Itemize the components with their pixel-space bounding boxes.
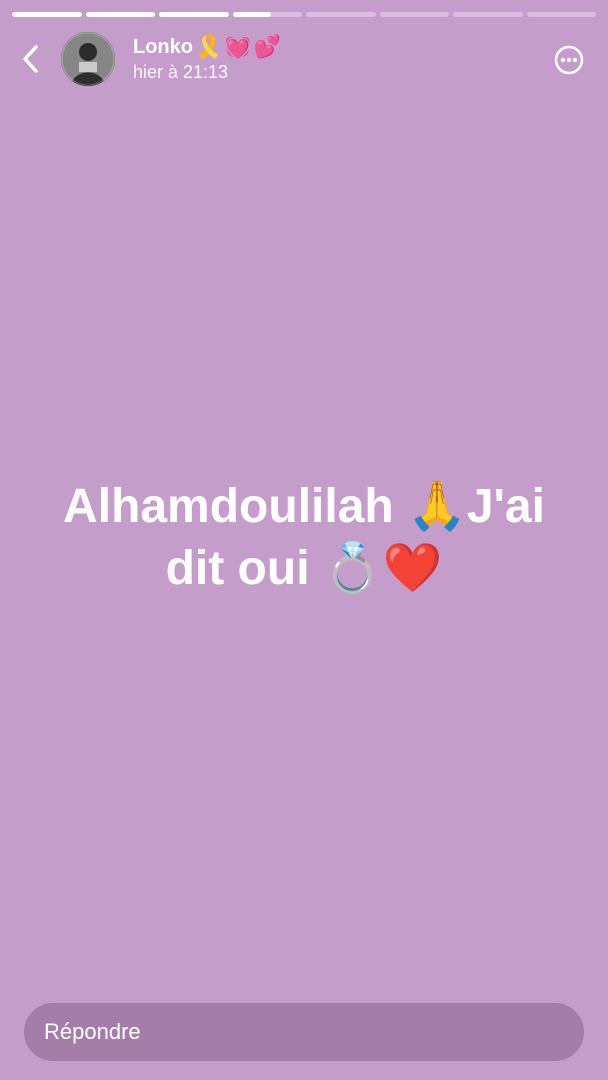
progress-segment [527, 12, 597, 17]
story-progress-bar [12, 12, 596, 17]
progress-segment-fill [233, 12, 271, 17]
caption-text-2: J'ai [466, 480, 545, 533]
reply-placeholder: Répondre [44, 1019, 141, 1044]
caption-line-1 [20, 476, 588, 538]
red-heart-emoji: ❤️ [382, 542, 443, 595]
progress-segment [12, 12, 82, 17]
progress-segment-fill [159, 12, 229, 17]
avatar-image [61, 32, 115, 86]
avatar[interactable] [61, 32, 115, 86]
progress-segment-fill [12, 12, 82, 17]
story-caption [20, 476, 588, 600]
progress-segment [159, 12, 229, 17]
username-emoji-heart-1: 💓 [224, 34, 252, 59]
praying-hands-emoji: 🙏 [407, 480, 467, 533]
username[interactable]: Lonko [133, 36, 193, 58]
username-line[interactable] [133, 36, 281, 58]
progress-segment-fill [86, 12, 156, 17]
username-emoji-heart-2: 💕 [253, 34, 282, 59]
story-header [0, 30, 608, 90]
caption-text-3: dit oui [165, 542, 323, 595]
timestamp: hier à 21:13 [133, 62, 229, 82]
reply-input[interactable] [24, 1003, 584, 1061]
more-options-button[interactable] [554, 45, 584, 75]
caption-line-2 [20, 538, 588, 600]
progress-segment [306, 12, 376, 17]
back-button[interactable] [14, 42, 48, 76]
caption-text-1: Alhamdoulilah [63, 480, 408, 533]
progress-segment [86, 12, 156, 17]
ring-emoji: 💍 [322, 542, 383, 595]
progress-segment [233, 12, 303, 17]
progress-segment [380, 12, 450, 17]
progress-segment [453, 12, 523, 17]
chevron-left-icon [20, 43, 42, 75]
more-options-icon [554, 45, 584, 75]
username-emoji-ribbon: 🎗️ [195, 34, 223, 59]
